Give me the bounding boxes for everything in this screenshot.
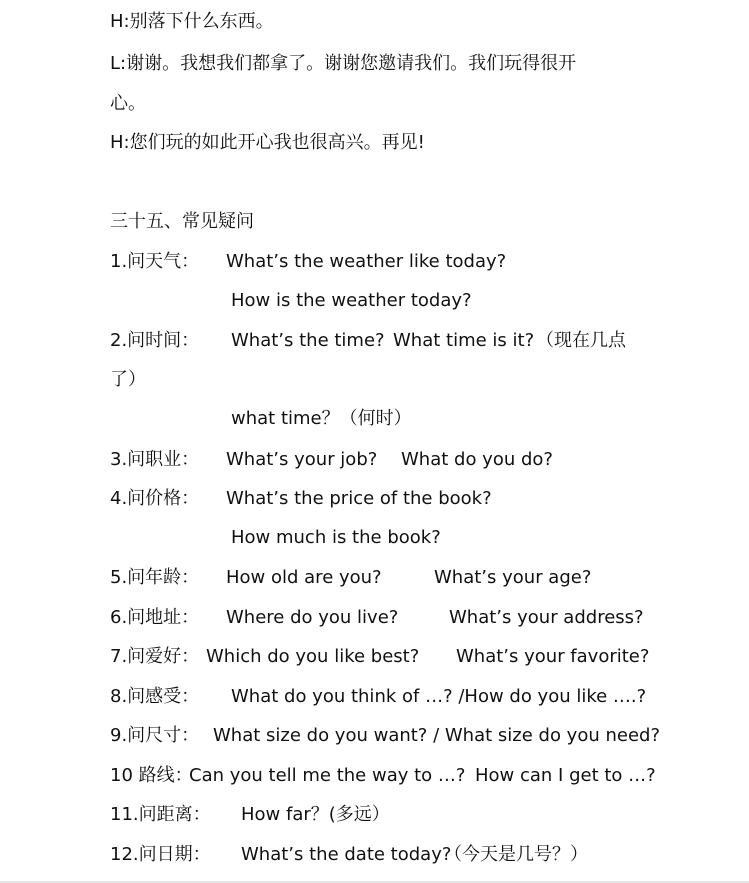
- question-hobby-1: Which do you like best?: [206, 646, 420, 667]
- dialogue-line-l1-cont: 心。: [110, 93, 146, 114]
- item-label-age: 5.问年龄：: [110, 567, 200, 588]
- question-price-2: How much is the book?: [231, 527, 441, 548]
- item-label-price: 4.问价格：: [110, 488, 200, 509]
- question-age-2: What’s your age?: [434, 567, 592, 588]
- item-label-date: 12.问日期：: [110, 844, 211, 865]
- item-label-weather: 1.问天气：: [110, 251, 200, 272]
- dialogue-line-h1: H:别落下什么东西。: [110, 11, 274, 32]
- question-weather-2: How is the weather today?: [231, 290, 472, 311]
- note-time-a: （现在几点: [536, 330, 626, 351]
- question-time-3: what time？（何时）: [231, 408, 412, 429]
- note-time-b: 了）: [110, 369, 146, 390]
- item-label-address: 6.问地址：: [110, 607, 200, 628]
- question-date-2: （今天是几号？）: [444, 844, 588, 865]
- item-label-route: 10 路线：: [110, 765, 193, 786]
- item-label-job: 3.问职业：: [110, 449, 200, 470]
- question-time-1: What’s the time?: [231, 330, 385, 351]
- dialogue-line-h2: H:您们玩的如此开心我也很高兴。再见!: [110, 132, 425, 153]
- item-label-feeling: 8.问感受：: [110, 686, 200, 707]
- dialogue-line-l1: L:谢谢。我想我们都拿了。谢谢您邀请我们。我们玩得很开: [110, 53, 577, 74]
- item-label-time: 2.问时间：: [110, 330, 200, 351]
- question-feeling-1: What do you think of …? /How do you like ….?: [231, 686, 647, 707]
- question-price-1: What’s the price of the book?: [226, 488, 492, 509]
- question-weather-1: What’s the weather like today?: [226, 251, 507, 272]
- question-route-1: Can you tell me the way to …?: [189, 765, 466, 786]
- item-label-size: 9.问尺寸：: [110, 725, 200, 746]
- question-route-2: How can I get to …?: [475, 765, 656, 786]
- question-address-1: Where do you live?: [226, 607, 399, 628]
- section-title: 三十五、常见疑问: [110, 211, 254, 232]
- question-size-1: What size do you want? / What size do you need?: [213, 725, 661, 746]
- item-label-hobby: 7.问爱好：: [110, 646, 200, 667]
- item-label-distance: 11.问距离：: [110, 804, 211, 825]
- question-age-1: How old are you?: [226, 567, 382, 588]
- question-distance-1: How far？(多远）: [241, 804, 390, 825]
- question-date-1: What’s the date today?: [241, 844, 452, 865]
- question-hobby-2: What’s your favorite?: [456, 646, 650, 667]
- question-job-1: What’s your job?: [226, 449, 378, 470]
- question-address-2: What’s your address?: [449, 607, 644, 628]
- question-job-2: What do you do?: [401, 449, 553, 470]
- question-time-2: What time is it?: [393, 330, 535, 351]
